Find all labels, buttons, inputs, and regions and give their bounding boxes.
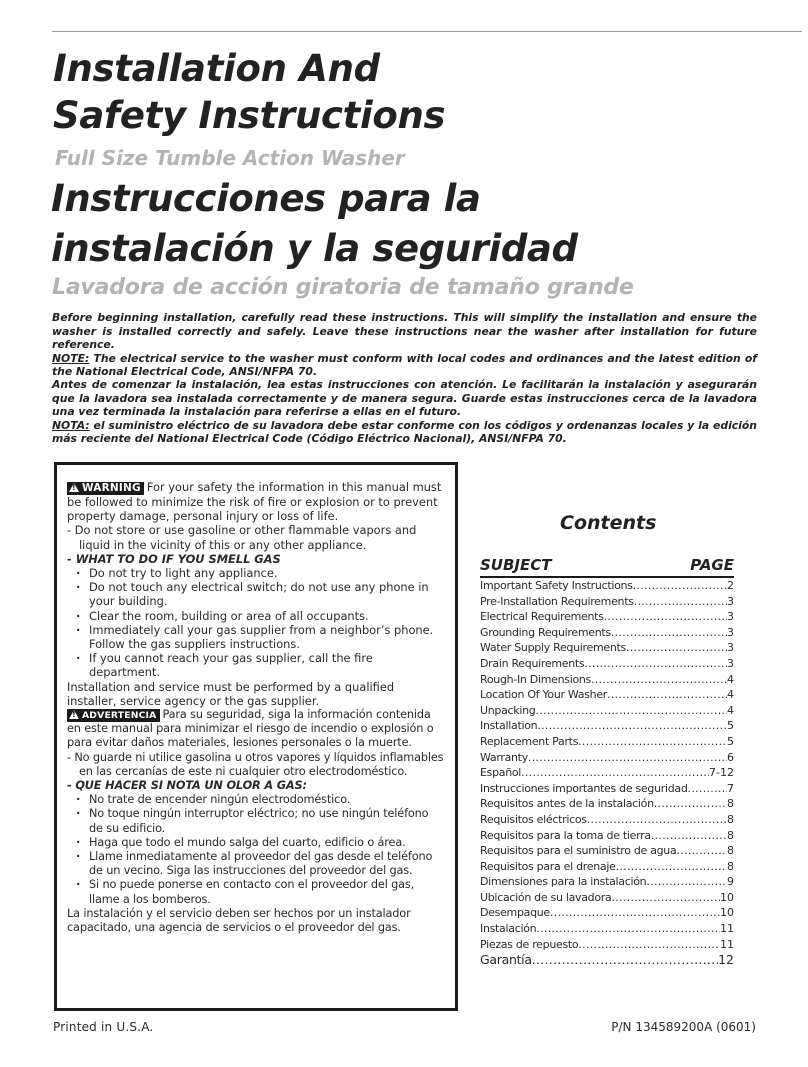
toc-entry: [480, 594, 734, 610]
toc-entry-page: 8: [727, 859, 734, 873]
toc-leader-dots: [607, 687, 727, 703]
toc-leader-dots: [626, 640, 727, 656]
toc-leader-dots: [528, 750, 727, 766]
toc-entry-label: Requisitos para el suministro de agua: [480, 844, 677, 858]
toc-leader-dots: [654, 796, 727, 812]
no-guarde-gasolina: - No guarde ni utilice gasolina u otros vapores y líquidos inflamables en las cercanías de este ni cualquier otro electrodoméstico.: [67, 750, 444, 778]
toc-entry: [480, 828, 734, 844]
toc-entry-label: Requisitos antes de la instalación: [480, 797, 654, 811]
printed-in: Printed in U.S.A.: [53, 1020, 154, 1034]
toc-entry: [480, 921, 734, 937]
toc-entry-page: 5: [727, 734, 734, 748]
toc-leader-dots: [578, 937, 720, 953]
toc-entry-page: 4: [727, 703, 734, 717]
toc-entry-page: 8: [727, 812, 734, 826]
toc-entry-label: Location Of Your Washer: [480, 688, 608, 702]
toc-entry: [480, 796, 734, 812]
toc-entry-page: 8: [727, 828, 734, 842]
toc-entry-label: Dimensiones para la instalación: [480, 875, 647, 889]
toc-entry: [480, 890, 734, 906]
toc-entry: [480, 952, 734, 968]
toc-entry-page: 8: [727, 797, 734, 811]
warning-triangle-icon: [69, 483, 79, 492]
toc-entry-label: Water Supply Requirements: [480, 641, 626, 655]
toc-entry-label: Warranty: [480, 750, 528, 764]
toc-entry-page: 4: [727, 688, 734, 702]
toc-entry: [480, 750, 734, 766]
intro-es-note-text: el suministro eléctrico de su lavadora debe estar conforme con los códigos y ordenanzas locales y la edición más reciente del National Electrical Code (Código Eléctrico Nacional), ANSI/NFPA 70.: [52, 418, 757, 446]
title-es-line2: instalación y la seguridad: [51, 227, 578, 270]
install-service-note: Installation and service must be performed by a qualified installer, service agency or the gas supplier.: [67, 679, 395, 708]
toc-entry: [480, 687, 734, 703]
toc-entry-label: Instalación: [480, 922, 537, 936]
list-item: · Do not touch any electrical switch; do not use any phone in your building.: [89, 580, 445, 608]
toc-leader-dots: [651, 828, 727, 844]
part-number: P/N 134589200A (0601): [611, 1020, 756, 1034]
toc-leader-dots: [634, 594, 727, 610]
warning-badge: [67, 482, 144, 495]
intro-en-note: [52, 352, 757, 379]
intro-es-note-label: NOTA:: [52, 418, 90, 432]
list-item: · Si no puede ponerse en contacto con el proveedor del gas, llame a los bomberos.: [89, 878, 445, 906]
toc-entry-label: Pre-Installation Requirements: [480, 594, 634, 608]
list-item: · If you cannot reach your gas supplier, call the fire department.: [89, 651, 445, 679]
warning-paragraph: [67, 480, 445, 523]
toc-entry-label: Drain Requirements: [480, 656, 585, 670]
safety-warning-box: [54, 462, 458, 1011]
toc-entry: [480, 812, 734, 828]
toc-leader-dots: [587, 812, 727, 828]
toc-entry: [480, 672, 734, 688]
toc-entry-page: 11: [720, 937, 734, 951]
toc-leader-dots: [611, 890, 720, 906]
intro-english: [52, 311, 757, 379]
title-en-line2: Safety Instructions: [53, 94, 446, 137]
olor-gas-heading: - QUE HACER SI NOTA UN OLOR A GAS:: [67, 779, 307, 793]
list-item: · Do not try to light any appliance.: [89, 566, 445, 580]
subtitle-spanish: Lavadora de acción giratoria de tamaño grande: [52, 275, 634, 300]
smell-gas-heading: - WHAT TO DO IF YOU SMELL GAS: [67, 551, 281, 566]
toc-leader-dots: [604, 609, 727, 625]
olor-gas-list: [67, 793, 445, 907]
toc-entry: [480, 609, 734, 625]
list-item: · Immediately call your gas supplier from a neighbor’s phone. Follow the gas suppliers instructions.: [89, 623, 445, 651]
warning-triangle-icon: [69, 710, 79, 719]
toc-entry: [480, 718, 734, 734]
table-of-contents: [480, 578, 734, 968]
toc-entry: [480, 765, 734, 781]
toc-entry-label: Rough-In Dimensions: [480, 672, 591, 686]
toc-leader-dots: [611, 625, 727, 641]
toc-entry-page: 8: [727, 844, 734, 858]
toc-entry: [480, 843, 734, 859]
toc-entry-page: 7: [727, 781, 734, 795]
toc-subject-label: SUBJECT: [480, 556, 552, 574]
toc-leader-dots: [521, 765, 709, 781]
toc-leader-dots: [550, 905, 720, 921]
advertencia-badge: [67, 709, 160, 722]
toc-entry: [480, 874, 734, 890]
toc-entry-label: Replacement Parts: [480, 734, 579, 748]
toc-entry-page: 10: [720, 890, 734, 904]
toc-entry: [480, 937, 734, 953]
toc-entry-page: 12: [718, 952, 734, 968]
advertencia-text: Para su seguridad, siga la información contenida en este manual para minimizar el riesgo de incendio o explosión o para evitar daños materiales, lesiones personales o la muerte.: [67, 708, 434, 750]
toc-entry-page: 4: [727, 672, 734, 686]
intro-en-note-text: The electrical service to the washer must conform with local codes and ordinances and the latest edition of the National Electrical Code, ANSI/NFPA 70.: [52, 351, 757, 379]
toc-entry-page: 5: [727, 719, 734, 733]
toc-entry-label: Garantía: [480, 952, 532, 968]
warning-label: WARNING: [82, 482, 141, 494]
intro-es-text: Antes de comenzar la instalación, lea estas instrucciones con atención. Le facilitarán la instalación y asegurarán que la lavadora sea instalada correctamente y de manera segura. Guarde estas instrucciones cerca de la lavadora una vez terminada la instalación para referirse a ellas en el futuro.: [52, 378, 757, 419]
toc-entry-label: Unpacking: [480, 703, 536, 717]
toc-entry: [480, 781, 734, 797]
toc-entry: [480, 734, 734, 750]
toc-entry-page: 7-12: [709, 766, 734, 780]
title-spanish: [51, 174, 771, 274]
toc-leader-dots: [646, 874, 727, 890]
toc-leader-dots: [591, 672, 727, 688]
toc-header: [480, 556, 734, 578]
intro-es-note: [52, 419, 757, 446]
toc-entry: [480, 703, 734, 719]
toc-entry-page: 3: [727, 610, 734, 624]
toc-entry: [480, 859, 734, 875]
toc-entry-label: Requisitos para el drenaje: [480, 859, 616, 873]
dont-store-gasoline: - Do not store or use gasoline or other flammable vapors and liquid in the vicinity of this or any other appliance.: [67, 523, 417, 552]
toc-entry-page: 9: [727, 875, 734, 889]
title-en-line1: Installation And: [53, 47, 380, 90]
contents-title: Contents: [560, 512, 657, 534]
list-item: · Llame inmediatamente al proveedor del gas desde el teléfono de un vecino. Siga las instrucciones del proveedor del gas.: [89, 850, 445, 878]
toc-leader-dots: [578, 734, 727, 750]
toc-entry-label: Instrucciones importantes de seguridad: [480, 781, 688, 795]
toc-entry-page: 2: [727, 579, 734, 592]
toc-page-label: PAGE: [690, 556, 734, 574]
toc-entry-page: 3: [727, 641, 734, 655]
list-item: · No toque ningún interruptor eléctrico; no use ningún teléfono de su edificio.: [89, 807, 445, 835]
toc-entry-page: 3: [727, 594, 734, 608]
toc-leader-dots: [633, 578, 727, 594]
toc-entry-label: Requisitos para la toma de tierra: [480, 828, 651, 842]
toc-leader-dots: [616, 859, 727, 875]
toc-leader-dots: [584, 656, 727, 672]
top-rule: [52, 31, 802, 32]
toc-entry-page: 11: [720, 922, 734, 936]
toc-entry-label: Desempaque: [480, 906, 550, 920]
toc-entry-page: 6: [727, 750, 734, 764]
toc-entry-label: Ubicación de su lavadora: [480, 890, 612, 904]
advertencia-label: ADVERTENCIA: [82, 710, 157, 722]
toc-entry-label: Grounding Requirements: [480, 625, 611, 639]
list-item: · Clear the room, building or area of all occupants.: [89, 609, 445, 623]
toc-entry-label: Installation: [480, 719, 538, 733]
warning-text: For your safety the information in this manual must be followed to minimize the risk of fire or explosion or to prevent property damage, personal injury or loss of life.: [67, 480, 442, 524]
instalacion-servicio-note: La instalación y el servicio deben ser hechos por un instalador capacitado, una agencia de servicios o el proveedor del gas.: [67, 906, 411, 935]
subtitle-english: Full Size Tumble Action Washer: [55, 146, 405, 170]
toc-entry-page: 3: [727, 625, 734, 639]
toc-entry: [480, 625, 734, 641]
toc-leader-dots: [536, 921, 720, 937]
toc-entry: [480, 640, 734, 656]
title-es-line1: Instrucciones para la: [51, 177, 481, 220]
title-english: [53, 45, 773, 139]
intro-en-note-label: NOTE:: [52, 351, 90, 365]
intro-en-text: Before beginning installation, carefully read these instructions. This will simplify the installation and ensure the washer is installed correctly and safely. Leave these instructions near the washer after installation for future reference.: [52, 311, 757, 352]
toc-entry-page: 3: [727, 656, 734, 670]
toc-leader-dots: [535, 703, 727, 719]
smell-gas-list: [67, 566, 445, 680]
toc-leader-dots: [688, 781, 727, 797]
toc-leader-dots: [676, 843, 727, 859]
toc-entry-label: Electrical Requirements: [480, 610, 604, 624]
toc-entry-label: Important Safety Instructions: [480, 579, 633, 592]
list-item: · No trate de encender ningún electrodoméstico.: [89, 793, 445, 807]
toc-leader-dots: [537, 718, 727, 734]
advertencia-paragraph: [67, 708, 445, 751]
toc-entry-page: 10: [720, 906, 734, 920]
list-item: · Haga que todo el mundo salga del cuarto, edificio o área.: [89, 836, 445, 850]
intro-spanish: [52, 378, 757, 446]
toc-entry-label: Requisitos eléctricos: [480, 812, 587, 826]
toc-entry: [480, 578, 734, 594]
toc-entry-label: Español: [480, 766, 522, 780]
toc-entry-label: Piezas de repuesto: [480, 937, 579, 951]
safety-warning-content: [67, 480, 445, 935]
toc-entry: [480, 656, 734, 672]
toc-entry: [480, 905, 734, 921]
toc-leader-dots: [532, 952, 718, 968]
